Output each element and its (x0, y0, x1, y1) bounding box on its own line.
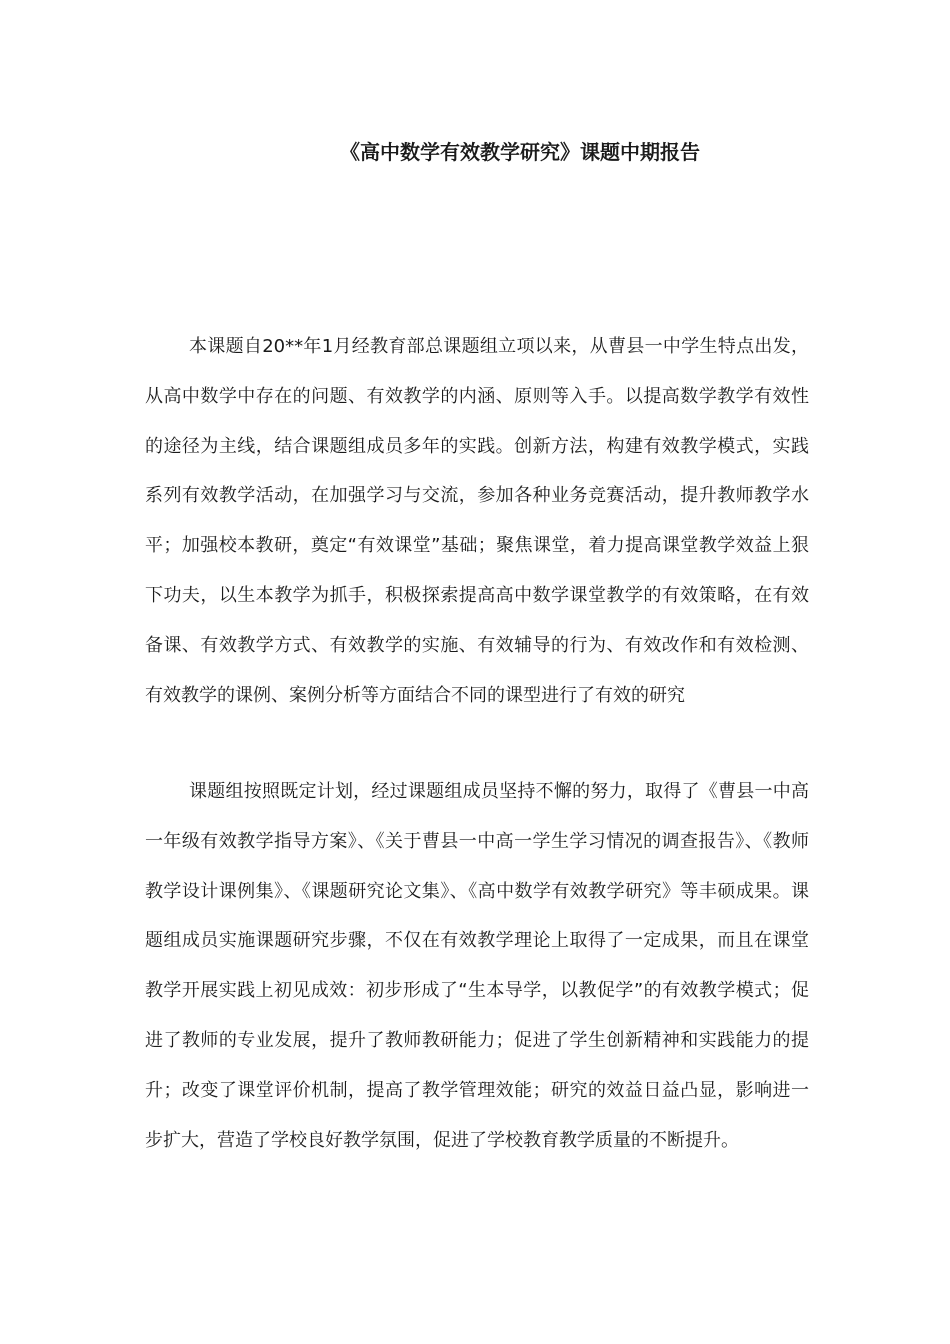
document-title: 《高中数学有效教学研究》课题中期报告 (340, 140, 700, 164)
body-paragraph-2: 课题组按照既定计划，经过课题组成员坚持不懈的努力，取得了《曹县一中高一年级有效教学指导方案》、《关于曹县一中高一学生学习情况的调查报告》、《教师教学设计课例集》、《课题研究论文集》、《高中数学有效教学研究》等丰硕成果。课题组成员实施课题研究步骤，不仅在有效教学理论上取得了一定成果，而且在课堂教学开展实践上初见成效：初步形成了“生本导学，以教促学”的有效教学模式；促进了教师的专业发展，提升了教师教研能力；促进了学生创新精神和实践能力的提升；改变了课堂评价机制，提高了教学管理效能；研究的效益日益凸显，影响进一步扩大，营造了学校良好教学氛围，促进了学校教育教学质量的不断提升。 (145, 781, 809, 1151)
body-paragraph-1: 本课题自20**年1月经教育部总课题组立项以来，从曹县一中学生特点出发，从高中数学中存在的问题、有效教学的内涵、原则等入手。以提高数学教学有效性的途径为主线，结合课题组成员多年的实践。创新方法，构建有效教学模式，实践系列有效教学活动，在加强学习与交流，参加各种业务竞赛活动，提升教师教学水平；加强校本教研，奠定“有效课堂”基础；聚焦课堂，着力提高课堂教学效益上狠下功夫，以生本教学为抓手，积极探索提高高中数学课堂教学的有效策略，在有效备课、有效教学方式、有效教学的实施、有效辅导的行为、有效改作和有效检测、有效教学的课例、案例分析等方面结合不同的课型进行了有效的研究 (145, 336, 809, 706)
